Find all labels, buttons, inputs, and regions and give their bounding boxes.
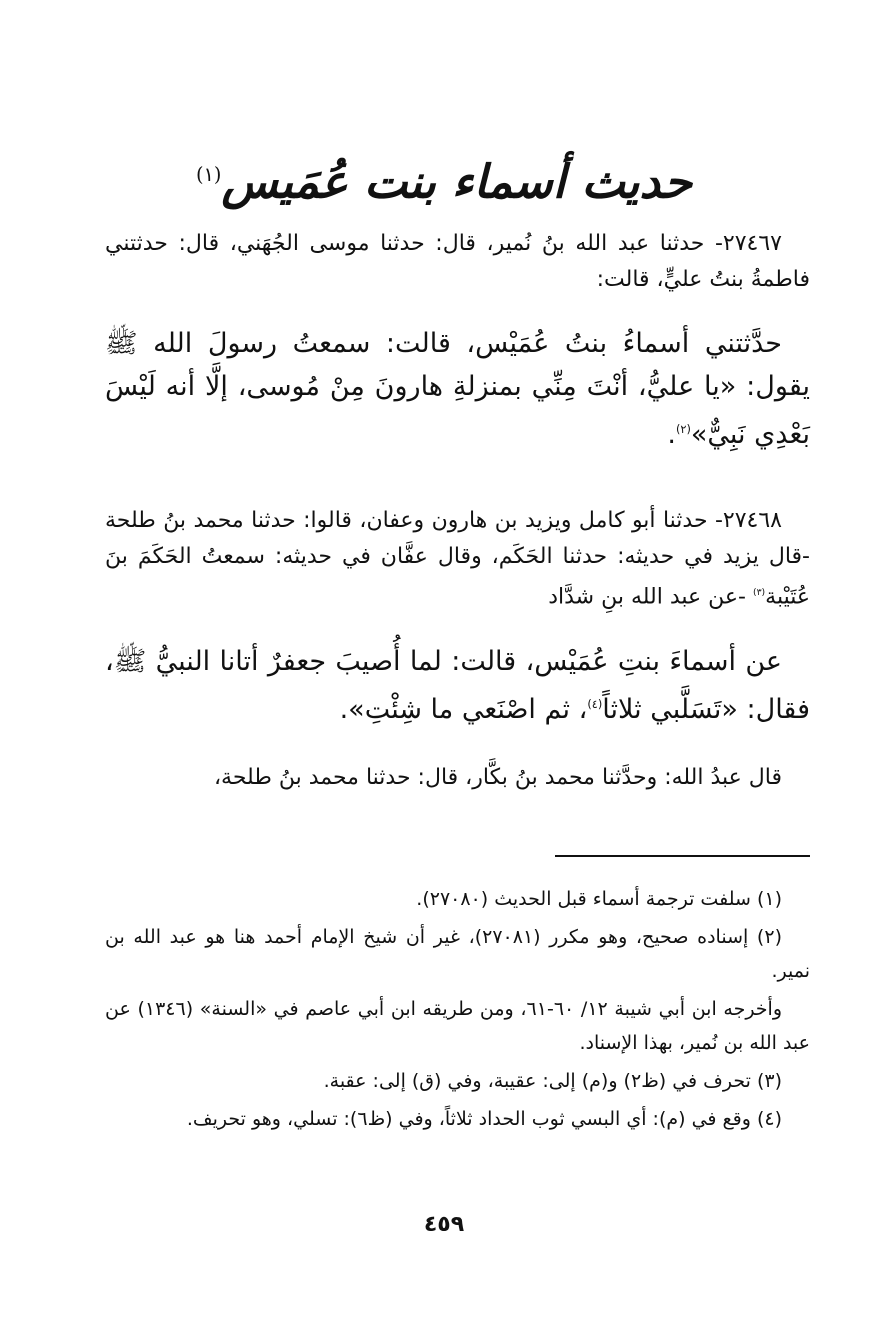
hadith-27468-isnad-part1: ٢٧٤٦٨- حدثنا أبو كامل ويزيد بن هارون وعفان، قالوا: حدثنا محمد بنُ طلحة -قال يزيد في حديثه: حدثنا الحَكَم، وقال عفَّان في حديثه: سمعتُ الحَكَمَ بنَ عُتَيْبة	[105, 508, 810, 610]
chapter-title-footnote-ref: (١)	[195, 163, 222, 186]
hadith-27468-footnote-ref-3: (٣)	[752, 587, 766, 598]
hadith-continuation-text: قال عبدُ الله: وحدَّثنا محمد بنُ بكَّار، قال: حدثنا محمد بنُ طلحة،	[213, 765, 782, 790]
hadith-27467-isnad	[105, 226, 810, 298]
footnote-3: (٣) تحرف في (ظ٢) و(م) إلى: عقيبة، وفي (ق) إلى: عقبة.	[323, 1070, 782, 1092]
hadith-27468-matn-part2: ، ثم اصْنَعي ما شِئْتِ».	[339, 694, 588, 725]
hadith-27467-matn	[105, 322, 810, 456]
page-number: ٤٥٩	[423, 1212, 465, 1237]
hadith-27468-isnad	[105, 503, 810, 615]
footnotes	[105, 882, 810, 1140]
hadith-27468-footnote-ref-4: (٤)	[587, 697, 603, 711]
footnote-2-continued: وأخرجه ابن أبي شيبة ١٢/ ٦٠-٦١، ومن طريقه ابن أبي عاصم في «السنة» (١٣٤٦) عن عبد الله بن نُمير، بهذا الإسناد.	[105, 998, 810, 1054]
chapter-title	[0, 140, 888, 216]
hadith-27467-end: .	[667, 419, 676, 450]
hadith-27467-matn-text: حدَّثتني أسماءُ بنتُ عُمَيْس، قالت: سمعتُ رسولَ الله ﷺ يقول: «يا عليُّ، أنْتَ مِنِّي بمنزلةِ هارونَ مِنْ مُوسى، إلَّا أنه لَيْسَ بَعْدِي نَبِيٌّ»	[105, 328, 810, 450]
hadith-27468-isnad-part2: -عن عبد الله بنِ شدَّاد	[548, 584, 753, 610]
hadith-27468-matn	[105, 640, 810, 731]
hadith-27467-footnote-ref: (٢)	[675, 422, 691, 436]
footnote-1: (١) سلفت ترجمة أسماء قبل الحديث (٢٧٠٨٠).	[416, 888, 782, 910]
hadith-27468-matn-part1: عن أسماءَ بنتِ عُمَيْس، قالت: لما أُصيبَ جعفرٌ أتانا النبيُّ ﷺ، فقال: «تَسَلَّبي ثلاثاً	[105, 646, 810, 725]
chapter-title-text: حديث أسماء بنت عُمَيس	[221, 154, 693, 209]
footnote-2: (٢) إسناده صحيح، وهو مكرر (٢٧٠٨١)، غير أن شيخ الإمام أحمد هنا هو عبد الله بن نمير.	[105, 926, 810, 982]
hadith-continuation	[105, 760, 810, 796]
footnote-separator	[555, 855, 810, 857]
footnote-4: (٤) وقع في (م): أي البسي ثوب الحداد ثلاثاً، وفي (ظ٦): تسلي، وهو تحريف.	[186, 1108, 782, 1130]
hadith-27467-isnad-text: ٢٧٤٦٧- حدثنا عبد الله بنُ نُمير، قال: حدثنا موسى الجُهَني، قال: حدثتني فاطمةُ بنتُ عليٍّ، قالت:	[105, 231, 810, 292]
